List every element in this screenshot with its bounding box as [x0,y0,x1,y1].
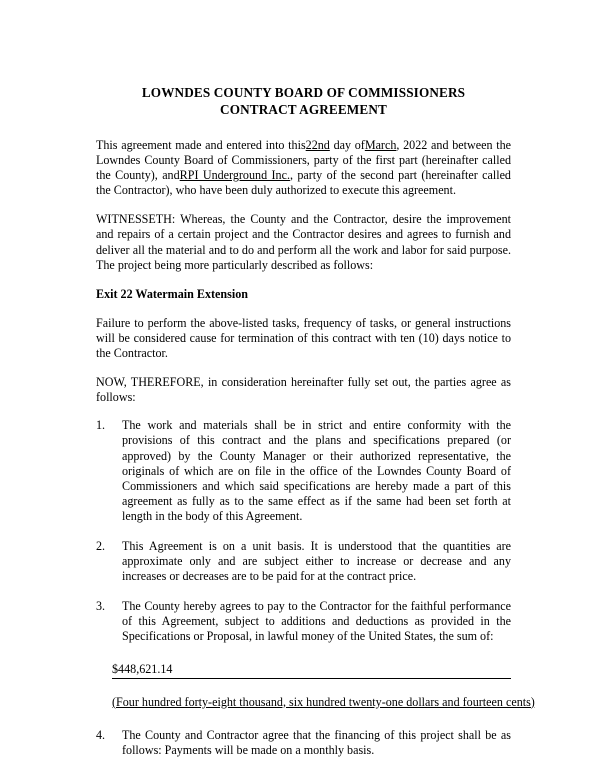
now-therefore-paragraph: NOW, THEREFORE, in consideration hereinafter fully set out, the parties agree as follows: [96,375,511,405]
amount-words-field: (Four hundred forty-eight thousand, six hundred twenty-one dollars and fourteen cents) [112,694,535,709]
amount-words-wrapper [112,693,535,711]
intro-text-after-contractor: , party of the second part (hereinafter called the Contractor), who have been duly authorized to execute this agreement. [96,168,511,198]
contractor-fill-value: RPI Underground Inc. [179,168,290,183]
item-number: 3. [96,599,106,614]
item-text: The County and Contractor agree that the financing of this project shall be as follows: Payments will be made on a monthly basis. [122,727,511,757]
item-text: The work and materials shall be in strict and entire conformity with the provisions of this contract and the plans and specifications prepared (or approved) by the County Manager or their authorized representative, the originals of which are on file in the office of the Lowndes County Board of Commissioners and which said specifications are hereby made a part of this agreement as fully as to the same effect as if the same had been set forth at length in the body of this Agreement. [122,418,511,523]
list-item [96,599,511,644]
document-body [96,84,535,758]
document-title [96,84,511,118]
list-item [96,539,511,584]
intro-paragraph [96,138,511,198]
spacer [96,405,511,418]
witnesseth-paragraph: WITNESSETH: Whereas, the County and the Contractor, desire the improvement and repairs of a certain project and the Contractor desires and agrees to furnish and deliver all the material and to do and perform all the work and labor for said purpose. The project being more particularly described as follows: [96,212,511,272]
item-number: 4. [96,727,106,742]
project-name-heading: Exit 22 Watermain Extension [96,286,248,301]
list-item [96,728,511,758]
month-fill-value: March [364,138,397,152]
spacer [96,361,511,375]
item-number: 1. [96,418,106,433]
day-fill-value: 22nd [305,138,330,152]
amount-numeric-field: $448,621.14 [112,662,511,679]
spacer [96,118,511,138]
title-line-1: LOWNDES COUNTY BOARD OF COMMISSIONERS [141,85,466,100]
numbered-items-group-1 [96,418,511,644]
spacer [96,273,511,287]
item-number: 2. [96,538,106,553]
item-text: This Agreement is on a unit basis. It is understood that the quantities are approximate only and are subject either to increase or decrease and any increases or decreases are to be paid for at the contract price. [122,538,511,584]
failure-clause-paragraph: Failure to perform the above-listed tasks, frequency of tasks, or general instructions will be considered cause for termination of this contract with ten (10) days notice to the Contractor. [96,315,511,361]
numbered-items-group-2 [96,728,511,758]
contract-amount-block [96,661,535,711]
spacer [96,711,511,728]
title-line-2: CONTRACT AGREEMENT [220,102,387,117]
spacer [96,302,511,316]
item-text: The County hereby agrees to pay to the Contractor for the faithful performance of this Agreement, subject to additions and deductions as provided in the Specifications or Proposal, in lawful money of the United States, the sum of: [122,599,511,644]
spacer [96,198,511,212]
intro-text-before-day: This agreement made and entered into this [96,138,306,152]
intro-text-after-month: , 2022 and between the Lowndes County Board of Commissioners, party of the first part (hereinafter called the County), and [96,138,511,183]
list-item [96,418,511,524]
spacer [96,645,511,662]
intro-text-day-of: day of [333,138,365,152]
spacer [112,679,511,693]
